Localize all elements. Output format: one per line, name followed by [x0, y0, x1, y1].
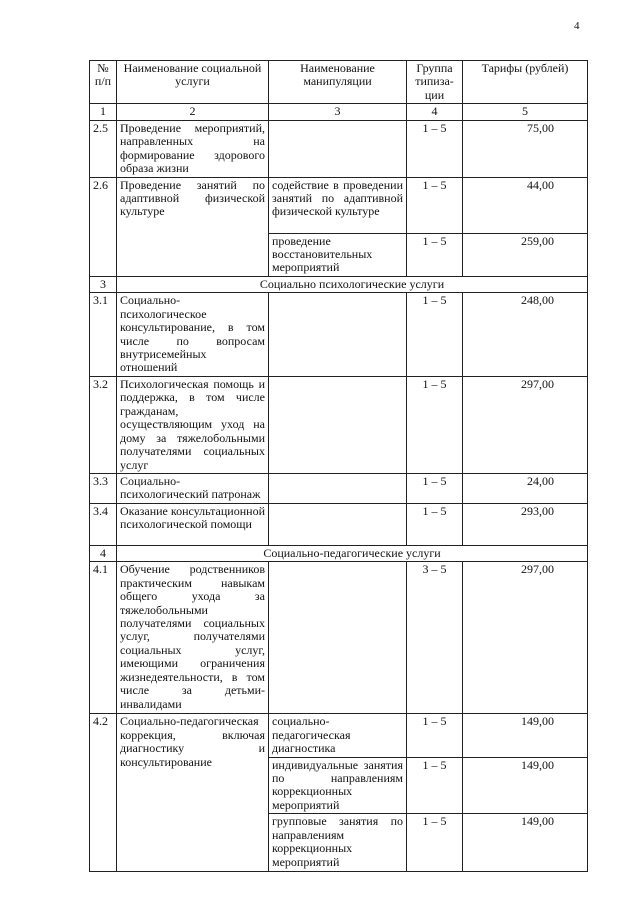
section-title: Социально психологические услуги: [117, 276, 588, 292]
row-number: 3.3: [90, 473, 117, 503]
section-title: Социально-педагогические услуги: [117, 545, 588, 561]
service-name: Психологическая помощь и поддержка, в том числе гражданам, осуществляющим уход на дому за тяжелобольными получателями социальных услуг: [117, 376, 269, 473]
service-name: Социально-психологический патронаж: [117, 473, 269, 503]
manipulation-name: индивидуальные занятия по направлениям коррекционных мероприятий: [269, 757, 407, 814]
section-number: 3: [90, 276, 117, 292]
header-group: Группа типиза-ции: [407, 61, 463, 104]
manipulation-name: [269, 473, 407, 503]
service-name: Обучение родственников практическим навыкам общего ухода за тяжелобольными получателями социальных услуг, получателями социальных услуг, имеющими ограничения жизнедеятельности, в том числе за детьми-инвалидами: [117, 562, 269, 714]
service-name: Проведение мероприятий, направленных на формирование здорового образа жизни: [117, 120, 269, 177]
manipulation-name: групповые занятия по направлениям коррекционных мероприятий: [269, 814, 407, 872]
tariff-value: 75,00: [463, 120, 588, 177]
tariff-value: 44,00: [463, 177, 588, 233]
column-number: 4: [407, 104, 463, 120]
tariff-value: 297,00: [463, 562, 588, 714]
row-number: 4.2: [90, 714, 117, 872]
table-row: [90, 473, 588, 503]
tariff-value: 259,00: [463, 233, 588, 276]
typing-group: 1 – 5: [407, 714, 463, 757]
table-row: [90, 562, 588, 714]
tariff-value: 149,00: [463, 757, 588, 814]
tariff-table: [89, 60, 588, 872]
table-row: [90, 376, 588, 473]
typing-group: 1 – 5: [407, 233, 463, 276]
tariff-value: 248,00: [463, 293, 588, 377]
manipulation-name: проведение восстановительных мероприятий: [269, 233, 407, 276]
tariff-value: 149,00: [463, 814, 588, 872]
typing-group: 1 – 5: [407, 177, 463, 233]
manipulation-name: [269, 503, 407, 545]
service-name: Проведение занятий по адаптивной физической культуре: [117, 177, 269, 276]
row-number: 2.5: [90, 120, 117, 177]
section-number: 4: [90, 545, 117, 561]
row-number: 4.1: [90, 562, 117, 714]
service-name: Социально-педагогическая коррекция, включая диагностику и консультирование: [117, 714, 269, 872]
typing-group: 1 – 5: [407, 814, 463, 872]
column-number: 3: [269, 104, 407, 120]
table-header-row: [90, 61, 588, 104]
header-tariff: Тарифы (рублей): [463, 61, 588, 104]
typing-group: 3 – 5: [407, 562, 463, 714]
manipulation-name: [269, 562, 407, 714]
typing-group: 1 – 5: [407, 120, 463, 177]
row-number: 2.6: [90, 177, 117, 276]
section-row: [90, 276, 588, 292]
column-number: 2: [117, 104, 269, 120]
row-number: 3.2: [90, 376, 117, 473]
table-row: [90, 120, 588, 177]
manipulation-name: содействие в проведении занятий по адаптивной физической культуре: [269, 177, 407, 233]
row-number: 3.1: [90, 293, 117, 377]
typing-group: 1 – 5: [407, 757, 463, 814]
table-row: [90, 293, 588, 377]
tariff-value: 293,00: [463, 503, 588, 545]
table-row: [90, 503, 588, 545]
header-num: № п/п: [90, 61, 117, 104]
service-name: Социально-психологическое консультирование, в том числе по вопросам внутрисемейных отношений: [117, 293, 269, 377]
tariff-value: 297,00: [463, 376, 588, 473]
service-name: Оказание консультационной психологической помощи: [117, 503, 269, 545]
typing-group: 1 – 5: [407, 293, 463, 377]
table-row: [90, 177, 588, 233]
manipulation-name: [269, 376, 407, 473]
header-manipulation: Наименование манипуляции: [269, 61, 407, 104]
manipulation-name: социально-педагогическая диагностика: [269, 714, 407, 757]
column-numbers-row: [90, 104, 588, 120]
section-row: [90, 545, 588, 561]
column-number: 5: [463, 104, 588, 120]
manipulation-name: [269, 293, 407, 377]
typing-group: 1 – 5: [407, 503, 463, 545]
column-number: 1: [90, 104, 117, 120]
tariff-value: 24,00: [463, 473, 588, 503]
tariff-value: 149,00: [463, 714, 588, 757]
table-row: [90, 714, 588, 757]
typing-group: 1 – 5: [407, 376, 463, 473]
header-service: Наименование социальной услуги: [117, 61, 269, 104]
typing-group: 1 – 5: [407, 473, 463, 503]
manipulation-name: [269, 120, 407, 177]
page-number: 4: [574, 20, 580, 32]
row-number: 3.4: [90, 503, 117, 545]
